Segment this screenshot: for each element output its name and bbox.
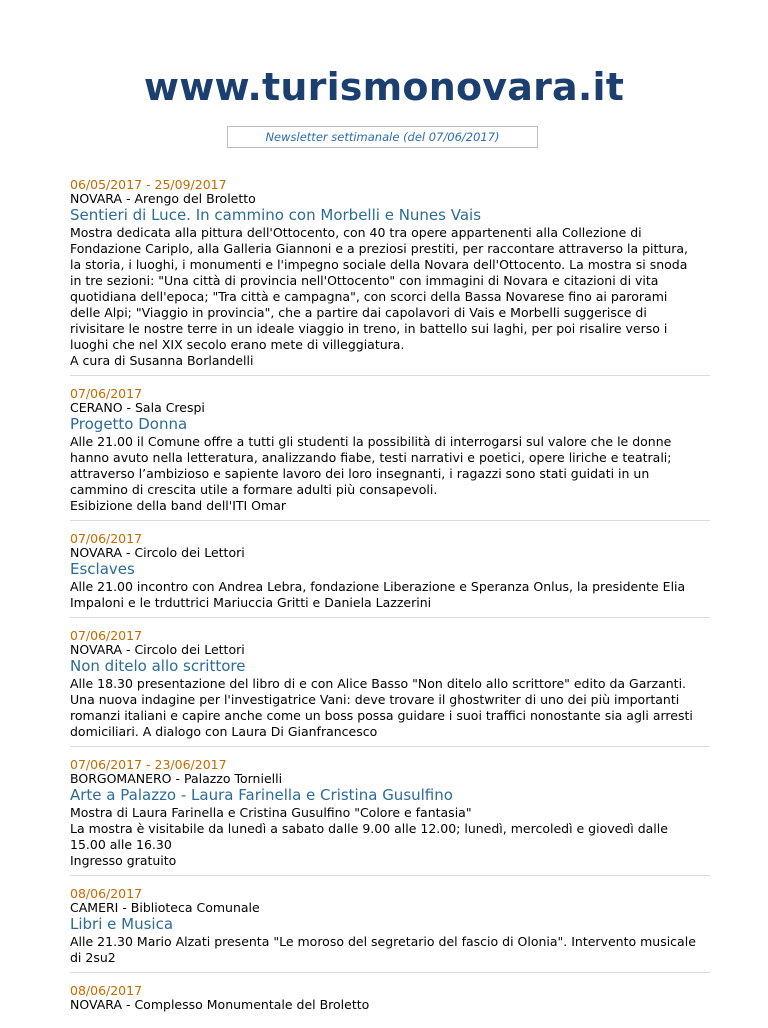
event-description bbox=[70, 434, 710, 514]
event-date: 07/06/2017 bbox=[70, 628, 143, 643]
event-description bbox=[70, 934, 710, 966]
event-item bbox=[70, 886, 710, 973]
event-item bbox=[70, 983, 710, 1018]
event-place: BORGOMANERO - Palazzo Tornielli bbox=[70, 771, 283, 786]
description-line: Alle 18.30 presentazione del libro di e con Alice Basso "Non ditelo allo scrittore" edito da Garzanti. bbox=[70, 676, 687, 691]
description-line: Alle 21.00 il Comune offre a tutti gli studenti la possibilità di interrogarsi sul valore che le donne bbox=[70, 434, 672, 449]
description-line: Mostra di Laura Farinella e Cristina Gusulfino "Colore e fantasia" bbox=[70, 805, 472, 820]
description-line: attraverso l’ambizioso e sapiente lavoro dei loro insegnanti, i ragazzi sono stati guidati in un bbox=[70, 466, 650, 481]
event-date: 07/06/2017 bbox=[70, 531, 143, 546]
event-title-link[interactable]: Arte a Palazzo - Laura Farinella e Cristina Gusulfino bbox=[70, 786, 453, 804]
description-line: di 2su2 bbox=[70, 950, 116, 965]
event-place: NOVARA - Circolo dei Lettori bbox=[70, 642, 245, 657]
event-place: CAMERI - Biblioteca Comunale bbox=[70, 900, 260, 915]
description-line: domiciliari. A dialogo con Laura Di Gianfrancesco bbox=[70, 724, 378, 739]
description-line: Alle 21.00 incontro con Andrea Lebra, fondazione Liberazione e Speranza Onlus, la presidente Elia bbox=[70, 579, 686, 594]
event-date: 07/06/2017 bbox=[70, 386, 143, 401]
event-place: CERANO - Sala Crespi bbox=[70, 400, 205, 415]
event-item bbox=[70, 531, 710, 618]
description-line: Alle 21.30 Mario Alzati presenta "Le moroso del segretario del fascio di Olonia". Intervento musicale bbox=[70, 934, 696, 949]
event-description bbox=[70, 579, 710, 611]
newsletter-label: Newsletter settimanale (del 07/06/2017) bbox=[227, 126, 538, 148]
description-line: La mostra è visitabile da lunedì a sabato dalle 9.00 alle 12.00; lunedì, mercoledì e giovedì dalle bbox=[70, 821, 668, 836]
event-description bbox=[70, 225, 710, 369]
description-line: 15.00 alle 16.30 bbox=[70, 837, 172, 852]
event-date: 07/06/2017 - 23/06/2017 bbox=[70, 757, 227, 772]
description-line: luoghi che nel XIX secolo erano mete di villeggiatura. bbox=[70, 337, 405, 352]
event-title-link[interactable]: Libri e Musica bbox=[70, 915, 174, 933]
event-item bbox=[70, 628, 710, 747]
description-line: delle Alpi; "Viaggio in provincia", che a partire dai capolavori di Vais e Morbelli suggerisce di bbox=[70, 305, 647, 320]
description-line: Una nuova indagine per l'investigatrice Vani: deve trovare il ghostwriter di uno dei più importanti bbox=[70, 692, 680, 707]
description-line: A cura di Susanna Borlandelli bbox=[70, 353, 254, 368]
event-place: NOVARA - Complesso Monumentale del Broletto bbox=[70, 997, 370, 1012]
description-line: rivisitare le nostre terre in un ideale viaggio in treno, in battello sui laghi, per poi risalire verso i bbox=[70, 321, 668, 336]
event-date: 06/05/2017 - 25/09/2017 bbox=[70, 177, 227, 192]
description-line: Ingresso gratuito bbox=[70, 853, 177, 868]
event-description bbox=[70, 805, 710, 869]
description-line: la storia, i luoghi, i monumenti e l'impegno sociale della Novara dell'Ottocento. La mostra si snoda bbox=[70, 257, 688, 272]
description-line: Fondazione Cariplo, alla Galleria Giannoni e a preziosi prestiti, per raccontare attraverso la pittura, bbox=[70, 241, 689, 256]
event-item bbox=[70, 386, 710, 521]
description-line: cammino di crescita utile a formare adulti più consapevoli. bbox=[70, 482, 438, 497]
event-title-link[interactable]: Progetto Donna bbox=[70, 415, 188, 433]
event-date: 08/06/2017 bbox=[70, 886, 143, 901]
description-line: Impaloni e le trduttrici Mariuccia Gritti e Daniela Lazzerini bbox=[70, 595, 432, 610]
event-title-link[interactable]: Sentieri di Luce. In cammino con Morbelli e Nunes Vais bbox=[70, 206, 482, 224]
site-title[interactable]: www.turismonovara.it bbox=[143, 65, 625, 109]
description-line: in tre sezioni: "Una città di provincia nell'Ottocento" con immagini di Novara e citazioni di vita bbox=[70, 273, 659, 288]
event-item bbox=[70, 757, 710, 876]
description-line: Esibizione della band dell'ITI Omar bbox=[70, 498, 286, 513]
event-date: 08/06/2017 bbox=[70, 983, 143, 998]
event-place: NOVARA - Circolo dei Lettori bbox=[70, 545, 245, 560]
event-title-link[interactable]: Non ditelo allo scrittore bbox=[70, 657, 246, 675]
description-line: romanzi italiani e capire anche come un boss possa guidare i suoi traffici nonostante sia agli arresti bbox=[70, 708, 693, 723]
event-place: NOVARA - Arengo del Broletto bbox=[70, 191, 256, 206]
event-description bbox=[70, 676, 710, 740]
event-title-link[interactable]: Esclaves bbox=[70, 560, 135, 578]
events-list bbox=[70, 177, 710, 1028]
description-line: quotidiana dell'epoca; "Tra città e campagna", con scorci della Bassa Novarese fino ai parorami bbox=[70, 289, 668, 304]
description-line: Mostra dedicata alla pittura dell'Ottocento, con 40 tra opere appartenenti alla Collezione di bbox=[70, 225, 642, 240]
event-item bbox=[70, 177, 710, 376]
description-line: hanno avuto nella letteratura, analizzando fiabe, testi narrativi e poetici, opere liriche e teatrali; bbox=[70, 450, 672, 465]
